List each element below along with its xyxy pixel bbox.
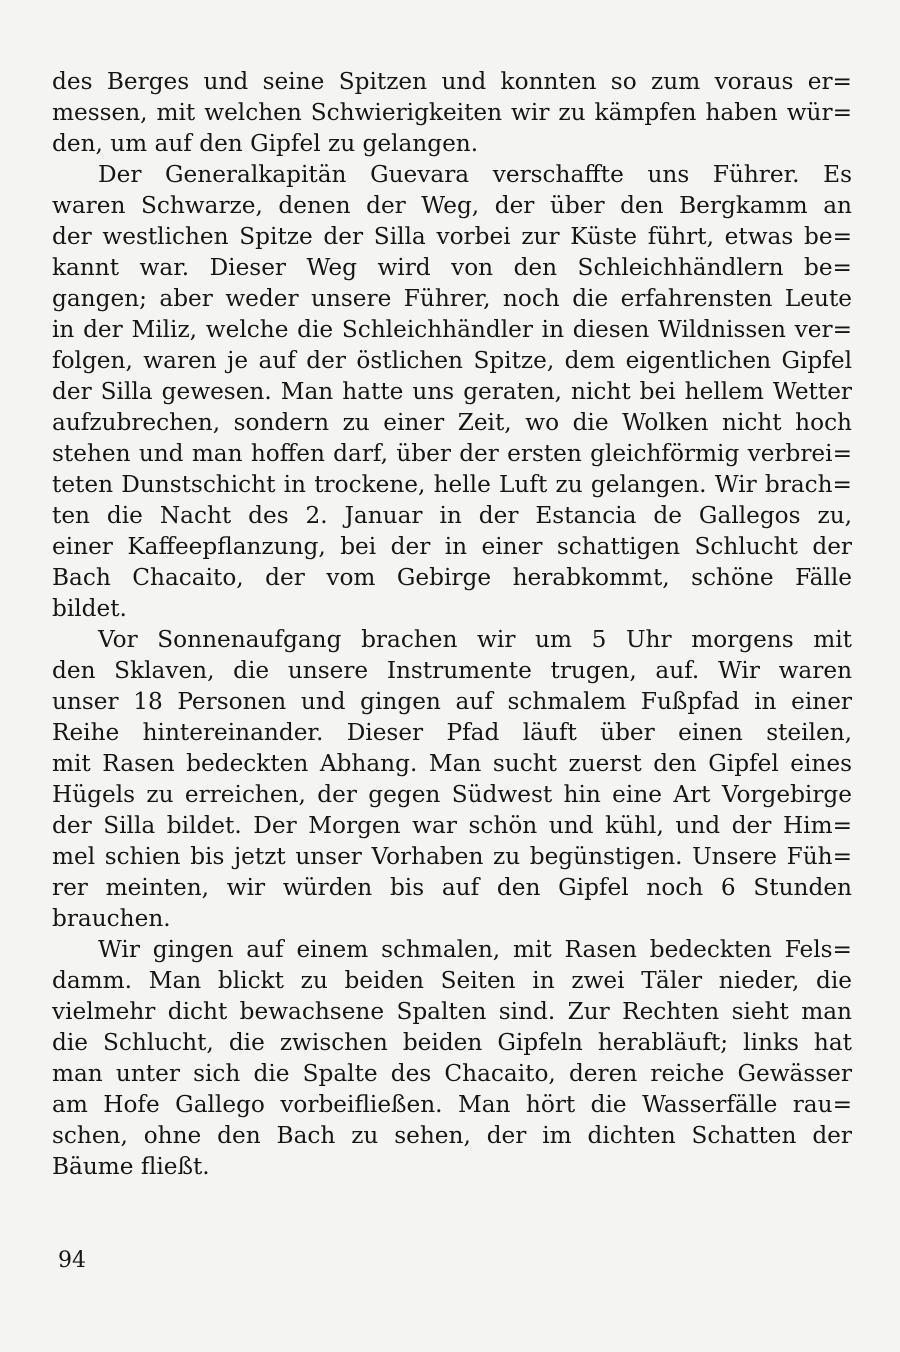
text-line: Reihe hintereinander. Dieser Pfad läuft über einen steilen, xyxy=(52,719,852,746)
text-line: mit Rasen bedeckten Abhang. Man sucht zuerst den Gipfel eines xyxy=(52,750,852,777)
text-line: aufzubrechen, sondern zu einer Zeit, wo die Wolken nicht hoch xyxy=(52,409,852,436)
text-line: am Hofe Gallego vorbeifließen. Man hört die Wasserfälle rau= xyxy=(52,1091,852,1118)
text-line: bildet. xyxy=(52,595,127,622)
text-line: der westlichen Spitze der Silla vorbei zur Küste führt, etwas be= xyxy=(52,223,852,250)
text-line: Vor Sonnenaufgang brachen wir um 5 Uhr morgens mit xyxy=(98,626,852,653)
text-line: einer Kaffeepflanzung, bei der in einer schattigen Schlucht der xyxy=(52,533,852,560)
text-line: vielmehr dicht bewachsene Spalten sind. Zur Rechten sieht man xyxy=(52,998,852,1025)
text-line: unser 18 Personen und gingen auf schmalem Fußpfad in einer xyxy=(52,688,852,715)
text-line: brauchen. xyxy=(52,905,171,932)
text-line: kannt war. Dieser Weg wird von den Schleichhändlern be= xyxy=(52,254,852,281)
text-line: damm. Man blickt zu beiden Seiten in zwei Täler nieder, die xyxy=(52,967,852,994)
text-line: stehen und man hoffen darf, über der ersten gleichförmig verbrei= xyxy=(52,440,852,467)
text-line: den Sklaven, die unsere Instrumente trugen, auf. Wir waren xyxy=(52,657,852,684)
text-line: der Silla gewesen. Man hatte uns geraten, nicht bei hellem Wetter xyxy=(52,378,852,405)
text-line: des Berges und seine Spitzen und konnten so zum voraus er= xyxy=(52,68,852,95)
text-line: schen, ohne den Bach zu sehen, der im dichten Schatten der xyxy=(52,1122,852,1149)
text-line: Hügels zu erreichen, der gegen Südwest hin eine Art Vorgebirge xyxy=(52,781,852,808)
text-line: waren Schwarze, denen der Weg, der über den Bergkamm an xyxy=(52,192,852,219)
text-line: messen, mit welchen Schwierigkeiten wir zu kämpfen haben wür= xyxy=(52,99,852,126)
text-line: teten Dunstschicht in trockene, helle Luft zu gelangen. Wir brach= xyxy=(52,471,852,498)
text-line: Bach Chacaito, der vom Gebirge herabkommt, schöne Fälle xyxy=(52,564,852,591)
text-line: Der Generalkapitän Guevara verschaffte uns Führer. Es xyxy=(98,161,852,188)
text-line: folgen, waren je auf der östlichen Spitze, dem eigentlichen Gipfel xyxy=(52,347,852,374)
text-line: die Schlucht, die zwischen beiden Gipfeln herabläuft; links hat xyxy=(52,1029,852,1056)
text-line: mel schien bis jetzt unser Vorhaben zu begünstigen. Unsere Füh= xyxy=(52,843,852,870)
text-line: gangen; aber weder unsere Führer, noch die erfahrensten Leute xyxy=(52,285,852,312)
body-text xyxy=(52,66,852,1182)
text-line: Wir gingen auf einem schmalen, mit Rasen bedeckten Fels= xyxy=(98,936,852,963)
page-number: 94 xyxy=(58,1248,86,1273)
text-line: ten die Nacht des 2. Januar in der Estancia de Gallegos zu, xyxy=(52,502,852,529)
text-line: den, um auf den Gipfel zu gelangen. xyxy=(52,130,479,157)
text-line: rer meinten, wir würden bis auf den Gipfel noch 6 Stunden xyxy=(52,874,852,901)
text-line: Bäume fließt. xyxy=(52,1153,210,1180)
text-line: man unter sich die Spalte des Chacaito, deren reiche Gewässer xyxy=(52,1060,852,1087)
text-line: der Silla bildet. Der Morgen war schön und kühl, und der Him= xyxy=(52,812,852,839)
text-line: in der Miliz, welche die Schleichhändler in diesen Wildnissen ver= xyxy=(52,316,852,343)
